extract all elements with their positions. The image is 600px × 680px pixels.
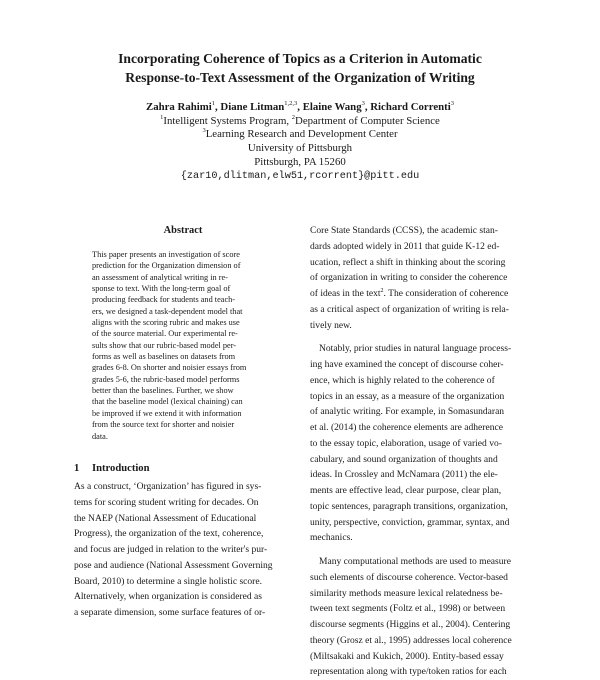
body-line (310, 286, 530, 302)
body-line: discourse segments (Higgins et al., 2004). Centering (310, 619, 511, 630)
body-line: Core State Standards (CCSS), the academic stan- (310, 225, 498, 236)
abstract-line: of the source material. Our experimental re- (92, 329, 238, 339)
affiliation-text: Department of Computer Science (295, 114, 440, 127)
body-line: tween text segments (Foltz et al., 1998) or between (310, 603, 506, 615)
author-affil-mark: 3 (450, 100, 454, 107)
body-line: ucation, reflect a shift in thinking about the scoring (310, 256, 506, 268)
abstract-line: This paper presents an investigation of score (92, 250, 240, 259)
title-line: Response-to-Text Assessment of the Organization of Writing (125, 70, 475, 85)
abstract-line: grades 6-8. On shorter and noisier essays from (92, 363, 247, 373)
body-line: of analytic writing. For example, in Somasundaran (310, 406, 505, 418)
body-line: tems for scoring student writing for decades. On (74, 496, 259, 508)
body-line: ideas. In Crossley and McNamara (2011) the ele- (310, 469, 498, 481)
footnote-marker[interactable]: 2 (380, 288, 384, 294)
body-line: to the essay topic, elaboration, usage of varied vo- (310, 437, 502, 449)
body-line: such elements of discourse coherence. Vector-based (310, 571, 508, 583)
section-heading (74, 462, 299, 475)
author-affil-mark: 1,2,3 (284, 100, 298, 107)
abstract-line: aligns with the scoring rubric and makes use (92, 318, 240, 328)
body-line: unity, perspective, conviction, grammar, syntax, and (310, 516, 510, 528)
abstract-line: better than the baselines. Further, we show (92, 386, 234, 396)
body-line: et al. (2014) the coherence elements are adherence (310, 422, 503, 433)
author-emails: {zar10,dlitman,elw51,rcorrent}@pitt.edu (180, 170, 420, 182)
abstract-line: sponse to text. With the long-term goal of (92, 284, 231, 294)
author-name: Zahra Rahimi (146, 101, 212, 113)
body-line: and focus are judged in relation to the writer's pur- (74, 544, 268, 555)
abstract-line: forms as well as baselines on datasets from (92, 352, 236, 362)
affiliation-text: Intelligent Systems Program, (163, 114, 292, 127)
body-line: Alternatively, when organization is considered as (74, 591, 262, 603)
abstract-line: be improved if we extend it with information (92, 408, 242, 418)
paper-title (60, 49, 540, 87)
author-affil-mark: 1 (211, 100, 215, 107)
section-title: Introduction (92, 463, 150, 474)
body-line: a separate dimension, some surface features of or- (74, 607, 266, 618)
city: Pittsburgh, PA 15260 (254, 155, 346, 168)
body-line: the NAEP (National Assessment of Educational (74, 512, 257, 524)
university: University of Pittsburgh (247, 142, 353, 155)
author-names: Zahra Rahimi$^1$, Diane Litman$^{1,2,3}$, Elaine Wang$^3$, Richard Correnti$^3$ (146, 100, 454, 113)
abstract-line: prediction for the Organization dimension of (92, 261, 241, 271)
affiliation-line (40, 128, 560, 142)
body-line: Notably, prior studies in natural language process- (319, 343, 512, 355)
body-line: ments are effective lead, clear purpose, clear plan, (310, 485, 502, 496)
body-line: mechanics. (310, 532, 353, 544)
abstract-line: from the source text for shorter and noisier (92, 420, 235, 430)
abstract-line: data. (92, 431, 108, 441)
title-line: Incorporating Coherence of Topics as a Criterion in Automatic (118, 51, 482, 66)
body-line: pose and audience (National Assessment Governing (74, 559, 273, 571)
body-line: Many computational methods are used to measure (319, 556, 511, 567)
body-line: tively new. (310, 319, 352, 331)
body-line: similarity methods measure lexical relatedness be- (310, 587, 503, 599)
abstract-line: grades 5-6, the rubric-based model performs (92, 374, 240, 384)
affil-mark: 2 (291, 113, 296, 121)
abstract-body (92, 249, 274, 442)
right-column (310, 223, 530, 680)
body-line: dards adopted widely in 2011 that guide K-12 ed- (310, 240, 500, 252)
author-name: Diane Litman (220, 101, 285, 113)
affiliation-text: Learning Research and Development Center (205, 128, 398, 141)
body-line: theory (Grosz et al., 1995) addresses local coherence (310, 634, 512, 646)
body-line: ence, which is highly related to the coherence of (310, 374, 495, 386)
affil-mark: 3 (202, 127, 206, 135)
abstract-line: ers, we designed a task-dependent model that (92, 306, 243, 316)
body-text: . The consideration of coherence (383, 288, 509, 299)
body-text: of ideas in the text (310, 288, 381, 299)
abstract-line: an assessment of analytical writing in re- (92, 272, 228, 282)
body-line: As a construct, ‘Organization’ has figured in sys- (74, 481, 262, 492)
body-line: topics in an essay, as a measure of the organization (310, 390, 505, 402)
body-line: Progress), the organization of the text, coherence, (74, 528, 264, 540)
body-line: as a critical aspect of organization of writing is rela- (310, 303, 509, 315)
body-line: of organization in writing to consider the coherence (310, 272, 508, 284)
body-line: cabulary, and sound organization of thoughts and (310, 453, 498, 465)
abstract-line: sults show that our rubric-based model per- (92, 340, 237, 350)
author-name: Richard Correnti (370, 101, 451, 113)
affil-mark: 1 (160, 113, 164, 121)
body-line: topic sentences, paragraph transitions, organization, (310, 500, 508, 512)
abstract-line: producing feedback for students and teach- (92, 295, 236, 305)
author-affil-mark: 3 (361, 100, 365, 107)
affiliation-line (40, 115, 560, 129)
author-name: Elaine Wang (302, 101, 362, 113)
body-line: (Miltsakaki and Kukich, 2000). Entity-based essay (310, 650, 504, 662)
body-line: representation along with type/token ratios for each (310, 666, 507, 678)
abstract-heading: Abstract (163, 225, 203, 236)
author-block (40, 101, 560, 183)
abstract-line: that the baseline model (lexical chaining) can (92, 397, 243, 407)
body-line: ing have examined the concept of discourse coher- (310, 359, 504, 370)
body-line: Board, 2010) to determine a single holistic score. (74, 575, 262, 587)
intro-body (74, 479, 299, 621)
section-number: 1 (74, 463, 80, 474)
